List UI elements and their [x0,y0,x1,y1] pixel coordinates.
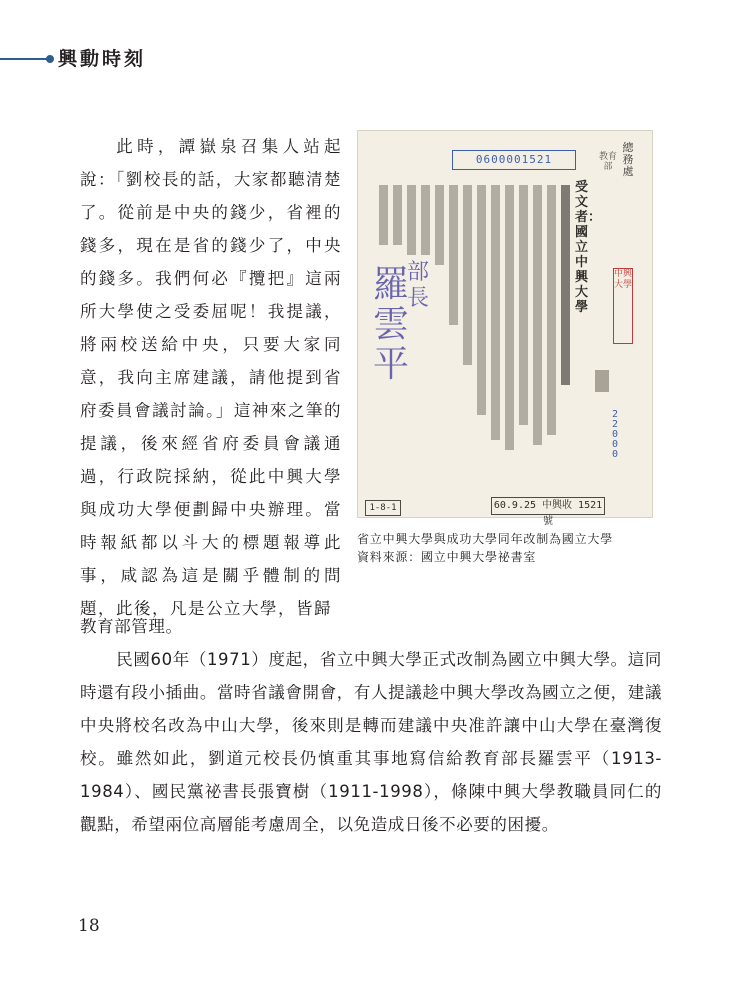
document-text-column [449,185,458,325]
chapter-title: 興動時刻 [58,48,147,70]
paragraph-1: 此時，譚嶽泉召集人站起說：「劉校長的話，大家都聽清楚了。從前是中央的錢少，省裡的錢多，現在是省的錢少了，中央的錢多。我們何必『攬把』這兩所大學使之受委屈呢！我提議，將兩校送給中央，只要大家同意，我向主席建議，請他提到省府委員會議討論。」這神來之筆的提議，後來經省府委員會議通過，行政院採納，從此中興大學與成功大學便劃歸中央辦理。當時報紙都以斗大的標題報導此事，咸認為這是關乎體制的問題，此後，凡是公立大學，皆歸 [80,137,342,618]
figure-caption [357,530,657,566]
page-number: 18 [78,916,100,936]
document-text-column [505,185,514,450]
document-serial-stamp: 0600001521 [452,150,576,170]
document-text-column [407,185,416,255]
document-text-column [379,185,388,245]
full-text-column [80,610,662,841]
paragraph-1-continuation: 教育部管理。 [80,617,183,636]
document-text-column [491,185,500,440]
document-text-column [463,185,472,365]
document-blue-number: 22000 [612,409,619,460]
caption-line-2: 資料來源：國立中興大學祕書室 [357,550,537,564]
header-dot-icon [46,55,54,63]
document-receipt-stamp: 60.9.25 中興收 1521 號 [491,497,605,515]
narrow-text-column [80,130,342,625]
document-text-column [421,185,430,255]
document-text-column [435,185,444,265]
document-code-stamp: 1-8-1 [365,500,401,516]
document-heading: 受文者：國立中興大學 [575,180,602,315]
document-text-column [533,185,542,445]
header-rule [0,58,50,60]
signature-name: 羅雲平 [372,264,409,385]
document-agency: 總務處 [622,141,634,178]
red-seal: 中興大學 [613,268,633,344]
document-text-column [393,185,402,245]
paragraph-2: 民國60年（1971）度起，省立中興大學正式改制為國立中興大學。這同時還有段小插曲。當時省議會開會，有人提議趁中興大學改為國立之便，建議中央將校名改為中山大學，後來則是轉而建議中央准許讓中山大學在臺灣復校。雖然如此，劉道元校長仍慎重其事地寫信給教育部長羅雲平（1913-1984）、國民黨祕書長張寶樹（1911-1998），條陳中興大學教職員同仁的觀點，希望兩位高層能考慮周全，以免造成日後不必要的困擾。 [80,650,662,834]
caption-line-1: 省立中興大學與成功大學同年改制為國立大學 [357,532,614,546]
document-text-column [561,185,570,385]
document-seal [595,370,609,392]
document-text-column [477,185,486,415]
document-agency-sub: 教育部 [599,152,618,172]
document-text-column [519,185,528,425]
document-text-column [547,185,556,435]
historical-document-image [357,130,653,527]
signature-title: 部長 [407,260,430,311]
